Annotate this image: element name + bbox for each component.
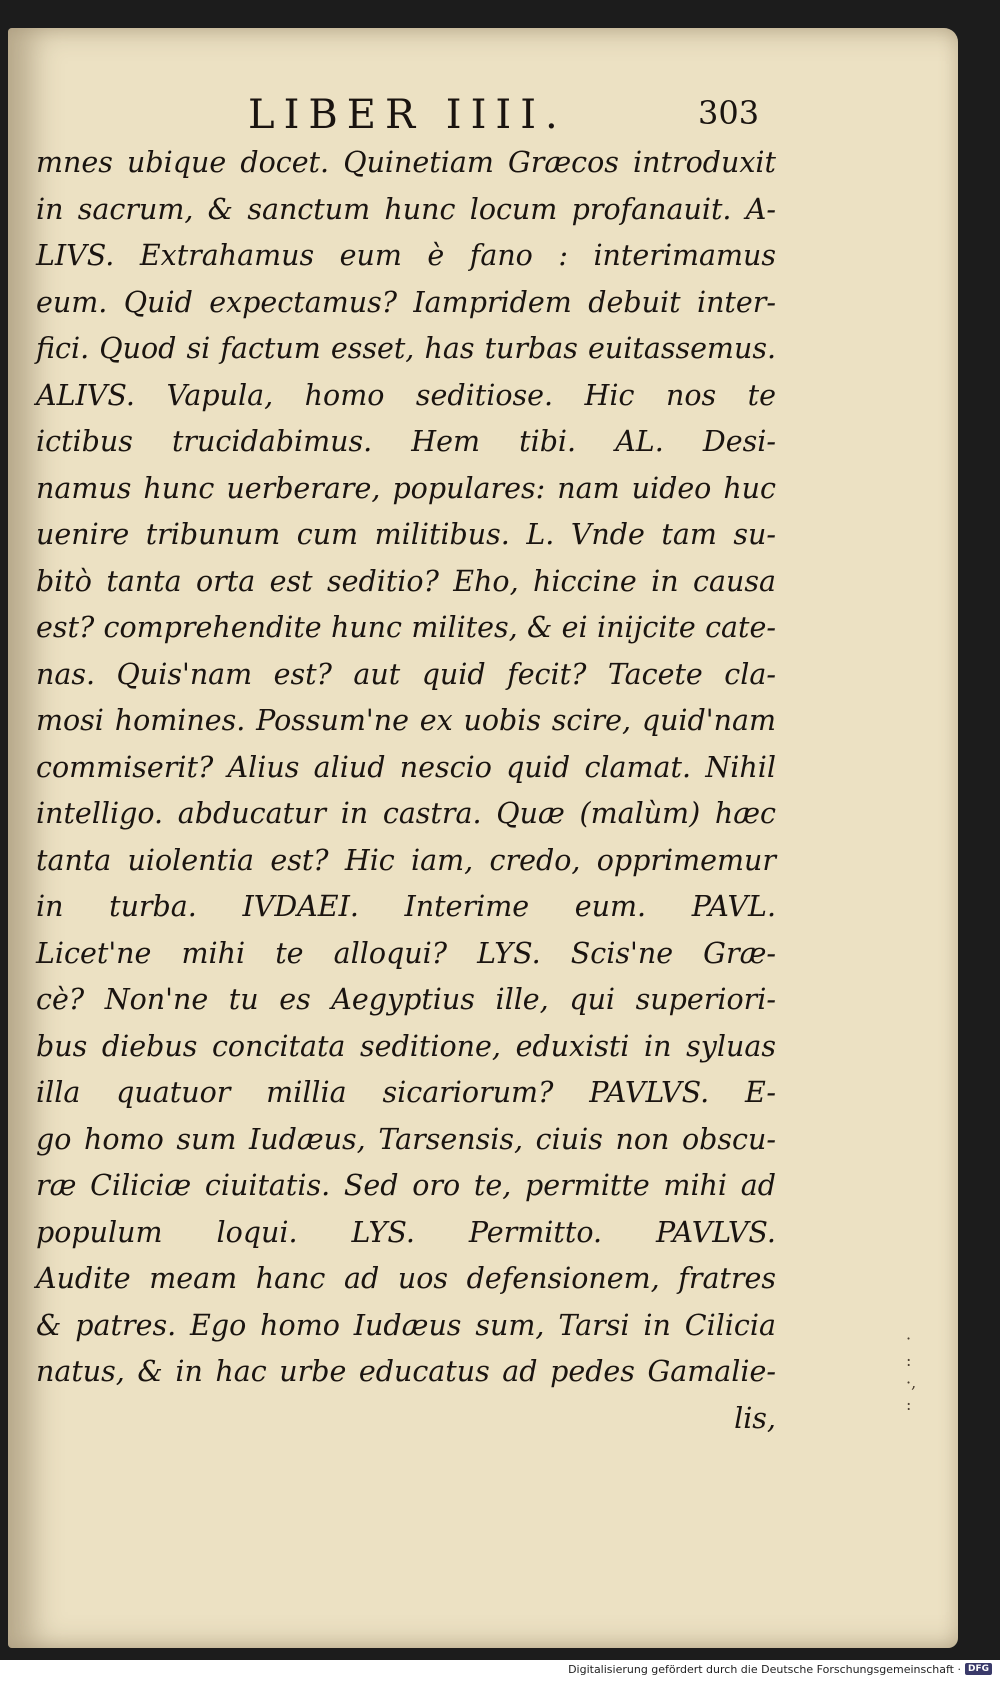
text-line: Audite meam hanc ad uos defensionem, fratres xyxy=(36,1262,776,1295)
text-line: ALIVS. Vapula, homo seditiose. Hic nos te xyxy=(36,378,776,412)
text-line: bus diebus concitata seditione, eduxisti in syluas xyxy=(36,1029,776,1063)
text-line: eum. Quid expectamus? Iampridem debuit inter- xyxy=(36,285,776,319)
text-line: mnes ubique docet. Quinetiam Græcos introduxit xyxy=(36,146,776,179)
text-line: in sacrum, & sanctum hunc locum profanauit. A- xyxy=(36,192,776,226)
text-line: est? comprehendite hunc milites, & ei inijcite cate- xyxy=(36,611,776,644)
text-line: go homo sum Iudæus, Tarsensis, ciuis non obscu- xyxy=(36,1122,776,1156)
text-line: nas. Quis'nam est? aut quid fecit? Tacete cla- xyxy=(36,657,776,691)
text-line: illa quatuor millia sicariorum? PAVLVS. E- xyxy=(36,1076,776,1109)
text-line: fici. Quod si factum esset, has turbas euitassemus. xyxy=(36,332,776,365)
text-line: ræ Ciliciæ ciuitatis. Sed oro te, permitte mihi ad xyxy=(36,1169,776,1202)
text-line: mosi homines. Possum'ne ex uobis scire, quid'nam xyxy=(36,704,776,737)
body-text xyxy=(36,140,776,1442)
book-page xyxy=(8,28,958,1648)
text-line: commiserit? Alius aliud nescio quid clamat. Nihil xyxy=(36,750,776,784)
text-line: cè? Non'ne tu es Aegyptius ille, qui superiori- xyxy=(36,983,776,1016)
text-line: ictibus trucidabimus. Hem tibi. AL. Desi- xyxy=(36,425,776,458)
dfg-logo: DFG xyxy=(965,1663,992,1675)
catchword: lis, xyxy=(734,1401,776,1435)
text-line: in turba. IVDAEI. Interime eum. PAVL. xyxy=(36,890,776,923)
credit-text: Digitalisierung gefördert durch die Deutsche Forschungsgemeinschaft · xyxy=(568,1662,961,1676)
text-line: natus, & in hac urbe educatus ad pedes Gamalie- xyxy=(36,1355,776,1388)
margin-marks: · : ·, : xyxy=(906,1329,917,1414)
text-line: populum loqui. LYS. Permitto. PAVLVS. xyxy=(36,1215,776,1249)
text-line: tanta uiolentia est? Hic iam, credo, opprimemur xyxy=(36,843,776,877)
text-line: LIVS. Extrahamus eum è fano : interimamus xyxy=(36,239,776,272)
running-head: LIBER IIII. xyxy=(248,92,567,138)
digitization-credit xyxy=(568,1660,992,1678)
text-line: intelligo. abducatur in castra. Quæ (malùm) hæc xyxy=(36,797,776,830)
page-number: 303 xyxy=(698,94,760,132)
text-line: bitò tanta orta est seditio? Eho, hiccine in causa xyxy=(36,564,776,598)
text-line: uenire tribunum cum militibus. L. Vnde tam su- xyxy=(36,518,776,551)
text-line: & patres. Ego homo Iudæus sum, Tarsi in Cilicia xyxy=(36,1308,776,1342)
text-line: Licet'ne mihi te alloqui? LYS. Scis'ne Græ- xyxy=(36,936,776,970)
text-line: namus hunc uerberare, populares: nam uideo huc xyxy=(36,471,776,505)
